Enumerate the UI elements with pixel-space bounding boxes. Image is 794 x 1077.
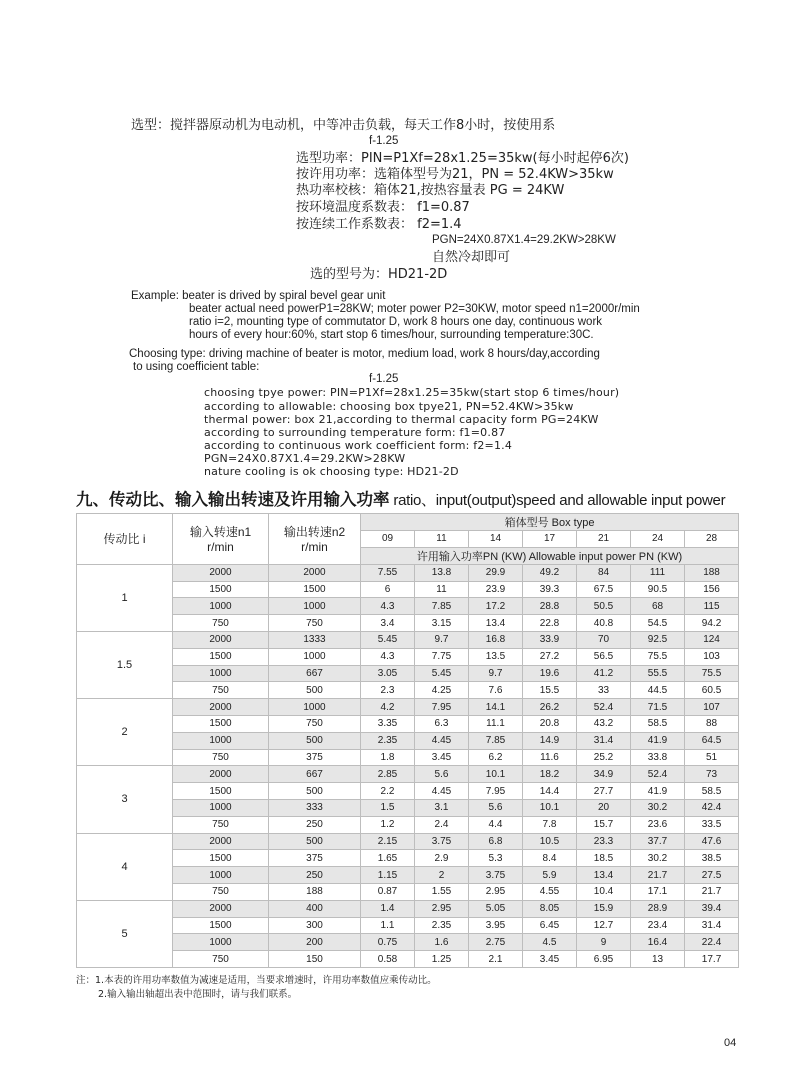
- power-cell: 25.2: [577, 749, 631, 766]
- table-row: [77, 816, 739, 833]
- power-cell: 3.35: [361, 715, 415, 732]
- power-cell: 3.75: [415, 833, 469, 850]
- power-cell: 7.6: [469, 682, 523, 699]
- input-speed-cell: 2000: [173, 564, 269, 581]
- power-cell: 103: [685, 648, 739, 665]
- output-speed-cell: 500: [269, 783, 361, 800]
- power-cell: 20.8: [523, 715, 577, 732]
- power-cell: 1.8: [361, 749, 415, 766]
- power-cell: 7.55: [361, 564, 415, 581]
- table-row: [77, 564, 739, 581]
- power-cell: 43.2: [577, 715, 631, 732]
- input-speed-cell: 1500: [173, 715, 269, 732]
- output-speed-cell: 188: [269, 883, 361, 900]
- power-cell: 4.45: [415, 783, 469, 800]
- input-speed-cell: 2000: [173, 766, 269, 783]
- power-cell: 2.15: [361, 833, 415, 850]
- table-row: [77, 951, 739, 968]
- power-cell: 31.4: [685, 917, 739, 934]
- output-speed-cell: 1000: [269, 699, 361, 716]
- power-cell: 4.3: [361, 598, 415, 615]
- power-cell: 4.5: [523, 934, 577, 951]
- power-cell: 1.5: [361, 799, 415, 816]
- power-cell: 19.6: [523, 665, 577, 682]
- power-cell: 42.4: [685, 799, 739, 816]
- power-cell: 13.4: [469, 615, 523, 632]
- power-cell: 39.4: [685, 900, 739, 917]
- power-cell: 5.9: [523, 867, 577, 884]
- output-speed-cell: 375: [269, 749, 361, 766]
- power-cell: 115: [685, 598, 739, 615]
- power-cell: 27.7: [577, 783, 631, 800]
- box-type-cell: 09: [361, 531, 415, 548]
- choosing-line-10: nature cooling is ok choosing type: HD21-2D: [204, 465, 459, 478]
- power-cell: 40.8: [577, 615, 631, 632]
- output-speed-cell: 500: [269, 732, 361, 749]
- power-cell: 7.85: [415, 598, 469, 615]
- header-box-type: 箱体型号 Box type: [361, 514, 739, 531]
- power-cell: 23.3: [577, 833, 631, 850]
- power-cell: 92.5: [631, 631, 685, 648]
- power-cell: 10.5: [523, 833, 577, 850]
- choosing-line-8: according to continuous work coefficient form: f2=1.4: [204, 439, 513, 452]
- power-cell: 30.2: [631, 799, 685, 816]
- output-speed-cell: 375: [269, 850, 361, 867]
- power-cell: 6.8: [469, 833, 523, 850]
- power-cell: 17.7: [685, 951, 739, 968]
- output-speed-cell: 1500: [269, 581, 361, 598]
- output-speed-cell: 750: [269, 615, 361, 632]
- power-cell: 27.2: [523, 648, 577, 665]
- output-speed-cell: 667: [269, 766, 361, 783]
- power-cell: 23.9: [469, 581, 523, 598]
- power-cell: 30.2: [631, 850, 685, 867]
- example-line-4: hours of every hour:60%, start stop 6 times/hour, surrounding temperature:30C.: [189, 329, 594, 341]
- power-cell: 28.8: [523, 598, 577, 615]
- power-cell: 124: [685, 631, 739, 648]
- power-cell: 41.2: [577, 665, 631, 682]
- table-row: [77, 749, 739, 766]
- power-cell: 111: [631, 564, 685, 581]
- power-cell: 28.9: [631, 900, 685, 917]
- power-cell: 60.5: [685, 682, 739, 699]
- input-speed-cell: 1000: [173, 799, 269, 816]
- table-row: [77, 665, 739, 682]
- power-cell: 4.55: [523, 883, 577, 900]
- input-speed-cell: 2000: [173, 699, 269, 716]
- power-cell: 13.8: [415, 564, 469, 581]
- box-type-cell: 17: [523, 531, 577, 548]
- input-speed-cell: 1500: [173, 648, 269, 665]
- power-cell: 70: [577, 631, 631, 648]
- table-row: [77, 732, 739, 749]
- table-row: [77, 682, 739, 699]
- power-cell: 1.6: [415, 934, 469, 951]
- power-cell: 6.45: [523, 917, 577, 934]
- power-cell: 4.25: [415, 682, 469, 699]
- power-cell: 58.5: [631, 715, 685, 732]
- ratio-cell: 3: [77, 766, 173, 833]
- power-cell: 51: [685, 749, 739, 766]
- power-cell: 41.9: [631, 783, 685, 800]
- power-cell: 1.15: [361, 867, 415, 884]
- power-cell: 54.5: [631, 615, 685, 632]
- power-cell: 14.1: [469, 699, 523, 716]
- input-speed-cell: 1000: [173, 732, 269, 749]
- output-speed-cell: 750: [269, 715, 361, 732]
- header-input-speed: 输入转速n1 r/min: [173, 514, 269, 565]
- power-cell: 16.4: [631, 934, 685, 951]
- input-speed-cell: 1000: [173, 598, 269, 615]
- power-cell: 5.6: [415, 766, 469, 783]
- table-row: [77, 699, 739, 716]
- power-cell: 10.4: [577, 883, 631, 900]
- ratio-cell: 1.5: [77, 631, 173, 698]
- power-cell: 56.5: [577, 648, 631, 665]
- table-row: [77, 581, 739, 598]
- input-speed-cell: 2000: [173, 631, 269, 648]
- power-cell: 3.4: [361, 615, 415, 632]
- table-row: [77, 799, 739, 816]
- power-cell: 1.1: [361, 917, 415, 934]
- input-speed-cell: 750: [173, 615, 269, 632]
- power-cell: 9.7: [469, 665, 523, 682]
- power-cell: 4.3: [361, 648, 415, 665]
- input-speed-cell: 2000: [173, 900, 269, 917]
- ratio-cell: 1: [77, 564, 173, 631]
- selection-cn-line-4: 按许用功率：选箱体型号为21，PN = 52.4KW>35kw: [296, 167, 614, 182]
- power-cell: 49.2: [523, 564, 577, 581]
- header-output-speed: 输出转速n2 r/min: [269, 514, 361, 565]
- power-cell: 18.2: [523, 766, 577, 783]
- power-cell: 11.1: [469, 715, 523, 732]
- power-cell: 16.8: [469, 631, 523, 648]
- power-cell: 58.5: [685, 783, 739, 800]
- power-cell: 17.1: [631, 883, 685, 900]
- output-speed-cell: 250: [269, 816, 361, 833]
- box-type-cell: 28: [685, 531, 739, 548]
- ratio-cell: 2: [77, 699, 173, 766]
- output-speed-cell: 200: [269, 934, 361, 951]
- output-speed-cell: 500: [269, 833, 361, 850]
- output-speed-cell: 1333: [269, 631, 361, 648]
- power-cell: 3.05: [361, 665, 415, 682]
- power-cell: 11: [415, 581, 469, 598]
- power-cell: 88: [685, 715, 739, 732]
- power-cell: 71.5: [631, 699, 685, 716]
- page-number: 04: [724, 1037, 737, 1049]
- power-cell: 13.5: [469, 648, 523, 665]
- power-cell: 18.5: [577, 850, 631, 867]
- output-speed-cell: 250: [269, 867, 361, 884]
- input-speed-cell: 750: [173, 682, 269, 699]
- example-line-1: Example: beater is drived by spiral bevel gear unit: [131, 290, 386, 302]
- power-cell: 37.7: [631, 833, 685, 850]
- choosing-line-7: according to surrounding temperature form: f1=0.87: [204, 426, 506, 439]
- power-cell: 17.2: [469, 598, 523, 615]
- power-cell: 2.4: [415, 816, 469, 833]
- selection-cn-line-1: 选型：搅拌器原动机为电动机，中等冲击负载，每天工作8小时，按使用系: [131, 118, 556, 133]
- power-cell: 1.25: [415, 951, 469, 968]
- power-cell: 73: [685, 766, 739, 783]
- output-speed-cell: 333: [269, 799, 361, 816]
- power-cell: 4.45: [415, 732, 469, 749]
- power-cell: 22.8: [523, 615, 577, 632]
- input-speed-cell: 1500: [173, 850, 269, 867]
- power-cell: 13.4: [577, 867, 631, 884]
- power-cell: 0.58: [361, 951, 415, 968]
- power-cell: 2.3: [361, 682, 415, 699]
- input-speed-cell: 1000: [173, 867, 269, 884]
- input-speed-cell: 750: [173, 816, 269, 833]
- power-cell: 3.45: [415, 749, 469, 766]
- power-cell: 23.4: [631, 917, 685, 934]
- power-cell: 3.75: [469, 867, 523, 884]
- output-speed-cell: 300: [269, 917, 361, 934]
- table-row: [77, 766, 739, 783]
- header-ratio: 传动比 i: [77, 514, 173, 565]
- power-cell: 6: [361, 581, 415, 598]
- selection-cn-line-6: 按环境温度系数表： f1=0.87: [296, 200, 470, 215]
- power-cell: 0.87: [361, 883, 415, 900]
- power-cell: 11.6: [523, 749, 577, 766]
- power-cell: 26.2: [523, 699, 577, 716]
- power-cell: 2.1: [469, 951, 523, 968]
- power-cell: 12.7: [577, 917, 631, 934]
- power-cell: 10.1: [523, 799, 577, 816]
- power-cell: 10.1: [469, 766, 523, 783]
- power-cell: 2.95: [415, 900, 469, 917]
- example-line-3: ratio i=2, mounting type of commutator D, work 8 hours one day, continuous work: [189, 316, 603, 328]
- power-cell: 75.5: [685, 665, 739, 682]
- input-speed-cell: 750: [173, 749, 269, 766]
- power-cell: 188: [685, 564, 739, 581]
- power-cell: 52.4: [631, 766, 685, 783]
- table-row: [77, 598, 739, 615]
- power-cell: 33.9: [523, 631, 577, 648]
- power-cell: 156: [685, 581, 739, 598]
- ratio-cell: 5: [77, 900, 173, 967]
- table-row: [77, 917, 739, 934]
- selection-cn-line-10: 选的型号为：HD21-2D: [310, 267, 448, 282]
- power-cell: 33.5: [685, 816, 739, 833]
- section-heading-cn: 九、传动比、输入输出转速及许用输入功率: [76, 490, 390, 509]
- input-speed-cell: 750: [173, 883, 269, 900]
- box-type-cell: 14: [469, 531, 523, 548]
- input-speed-cell: 1000: [173, 665, 269, 682]
- power-cell: 21.7: [631, 867, 685, 884]
- table-row: [77, 615, 739, 632]
- power-cell: 3.15: [415, 615, 469, 632]
- table-row: [77, 934, 739, 951]
- power-cell: 64.5: [685, 732, 739, 749]
- power-cell: 50.5: [577, 598, 631, 615]
- choosing-line-2: to using coefficient table:: [133, 361, 260, 373]
- power-cell: 8.4: [523, 850, 577, 867]
- choosing-line-9: PGN=24X0.87X1.4=29.2KW>28KW: [204, 452, 406, 465]
- selection-cn-line-2: f-1.25: [369, 135, 399, 147]
- selection-cn-line-5: 热功率校核：箱体21,按热容量表 PG = 24KW: [296, 183, 565, 198]
- power-cell: 68: [631, 598, 685, 615]
- power-cell: 2.95: [469, 883, 523, 900]
- power-cell: 1.4: [361, 900, 415, 917]
- power-cell: 15.7: [577, 816, 631, 833]
- power-cell: 15.5: [523, 682, 577, 699]
- power-cell: 2.85: [361, 766, 415, 783]
- power-cell: 5.45: [415, 665, 469, 682]
- output-speed-cell: 150: [269, 951, 361, 968]
- power-cell: 13: [631, 951, 685, 968]
- box-type-cell: 11: [415, 531, 469, 548]
- power-cell: 44.5: [631, 682, 685, 699]
- input-speed-cell: 750: [173, 951, 269, 968]
- choosing-line-6: thermal power: box 21,according to thermal capacity form PG=24KW: [204, 413, 599, 426]
- selection-cn-line-3: 选型功率：PIN=P1Xf=28x1.25=35kw(每小时起停6次): [296, 151, 629, 166]
- power-cell: 21.7: [685, 883, 739, 900]
- power-cell: 3.45: [523, 951, 577, 968]
- table-row: [77, 631, 739, 648]
- table-body: [77, 564, 739, 967]
- power-cell: 2.9: [415, 850, 469, 867]
- power-cell: 5.05: [469, 900, 523, 917]
- power-cell: 2.35: [361, 732, 415, 749]
- power-cell: 90.5: [631, 581, 685, 598]
- power-cell: 4.4: [469, 816, 523, 833]
- section-heading-en: ratio、input(output)speed and allowable input power: [389, 492, 726, 509]
- power-cell: 5.3: [469, 850, 523, 867]
- selection-cn-line-7: 按连续工作系数表： f2=1.4: [296, 217, 462, 232]
- power-cell: 1.55: [415, 883, 469, 900]
- input-speed-cell: 1500: [173, 917, 269, 934]
- table-row: [77, 900, 739, 917]
- output-speed-cell: 400: [269, 900, 361, 917]
- choosing-line-4: choosing tpye power: PIN=P1Xf=28x1.25=35kw(start stop 6 times/hour): [204, 386, 620, 399]
- power-cell: 31.4: [577, 732, 631, 749]
- power-cell: 22.4: [685, 934, 739, 951]
- choosing-line-5: according to allowable: choosing box tpye21, PN=52.4KW>35kw: [204, 400, 574, 413]
- power-cell: 33.8: [631, 749, 685, 766]
- power-cell: 5.45: [361, 631, 415, 648]
- table-row: [77, 867, 739, 884]
- power-cell: 2.35: [415, 917, 469, 934]
- power-cell: 75.5: [631, 648, 685, 665]
- power-table: [76, 513, 739, 968]
- power-cell: 94.2: [685, 615, 739, 632]
- choosing-line-1: Choosing type: driving machine of beater is motor, medium load, work 8 hours/day,according: [129, 348, 600, 360]
- power-cell: 38.5: [685, 850, 739, 867]
- power-cell: 2.2: [361, 783, 415, 800]
- box-type-cell: 24: [631, 531, 685, 548]
- power-cell: 2: [415, 867, 469, 884]
- power-cell: 0.75: [361, 934, 415, 951]
- note-2: 2.输入输出轴超出表中范围时，请与我们联系。: [98, 989, 298, 1000]
- power-cell: 20: [577, 799, 631, 816]
- table-row: [77, 715, 739, 732]
- power-cell: 33: [577, 682, 631, 699]
- power-cell: 14.9: [523, 732, 577, 749]
- input-speed-cell: 1500: [173, 783, 269, 800]
- ratio-cell: 4: [77, 833, 173, 900]
- power-cell: 6.3: [415, 715, 469, 732]
- table-row: [77, 850, 739, 867]
- power-cell: 6.2: [469, 749, 523, 766]
- output-speed-cell: 2000: [269, 564, 361, 581]
- note-1: 注：1.本表的许用功率数值为减速是适用，当要求增速时，许用功率数值应乘传动比。: [76, 975, 437, 986]
- power-cell: 84: [577, 564, 631, 581]
- section-heading: [76, 486, 725, 510]
- power-cell: 39.3: [523, 581, 577, 598]
- power-cell: 9.7: [415, 631, 469, 648]
- power-cell: 41.9: [631, 732, 685, 749]
- table-row: [77, 833, 739, 850]
- input-speed-cell: 1000: [173, 934, 269, 951]
- power-cell: 3.95: [469, 917, 523, 934]
- output-speed-cell: 667: [269, 665, 361, 682]
- input-speed-cell: 1500: [173, 581, 269, 598]
- example-line-2: beater actual need powerP1=28KW; moter power P2=30KW, motor speed n1=2000r/min: [189, 303, 640, 315]
- input-speed-cell: 2000: [173, 833, 269, 850]
- box-type-cell: 21: [577, 531, 631, 548]
- power-cell: 7.85: [469, 732, 523, 749]
- table-row: [77, 648, 739, 665]
- choosing-line-3: f-1.25: [369, 373, 399, 385]
- notes: [76, 974, 437, 1002]
- output-speed-cell: 500: [269, 682, 361, 699]
- power-cell: 7.95: [469, 783, 523, 800]
- power-cell: 55.5: [631, 665, 685, 682]
- power-cell: 14.4: [523, 783, 577, 800]
- selection-cn-line-9: 自然冷却即可: [432, 250, 511, 265]
- power-cell: 67.5: [577, 581, 631, 598]
- power-cell: 23.6: [631, 816, 685, 833]
- power-cell: 1.2: [361, 816, 415, 833]
- power-cell: 15.9: [577, 900, 631, 917]
- power-cell: 29.9: [469, 564, 523, 581]
- power-cell: 7.75: [415, 648, 469, 665]
- header-allowable-power: 许用输入功率PN (KW) Allowable input power PN (KW): [361, 547, 739, 564]
- power-cell: 7.8: [523, 816, 577, 833]
- selection-cn-line-8: PGN=24X0.87X1.4=29.2KW>28KW: [432, 234, 616, 246]
- power-cell: 27.5: [685, 867, 739, 884]
- power-cell: 1.65: [361, 850, 415, 867]
- output-speed-cell: 1000: [269, 648, 361, 665]
- power-cell: 107: [685, 699, 739, 716]
- power-cell: 52.4: [577, 699, 631, 716]
- power-cell: 3.1: [415, 799, 469, 816]
- power-cell: 2.75: [469, 934, 523, 951]
- output-speed-cell: 1000: [269, 598, 361, 615]
- power-cell: 4.2: [361, 699, 415, 716]
- power-cell: 7.95: [415, 699, 469, 716]
- power-cell: 8.05: [523, 900, 577, 917]
- power-cell: 5.6: [469, 799, 523, 816]
- table-row: [77, 783, 739, 800]
- power-cell: 34.9: [577, 766, 631, 783]
- table-row: [77, 883, 739, 900]
- power-cell: 6.95: [577, 951, 631, 968]
- power-cell: 47.6: [685, 833, 739, 850]
- power-cell: 9: [577, 934, 631, 951]
